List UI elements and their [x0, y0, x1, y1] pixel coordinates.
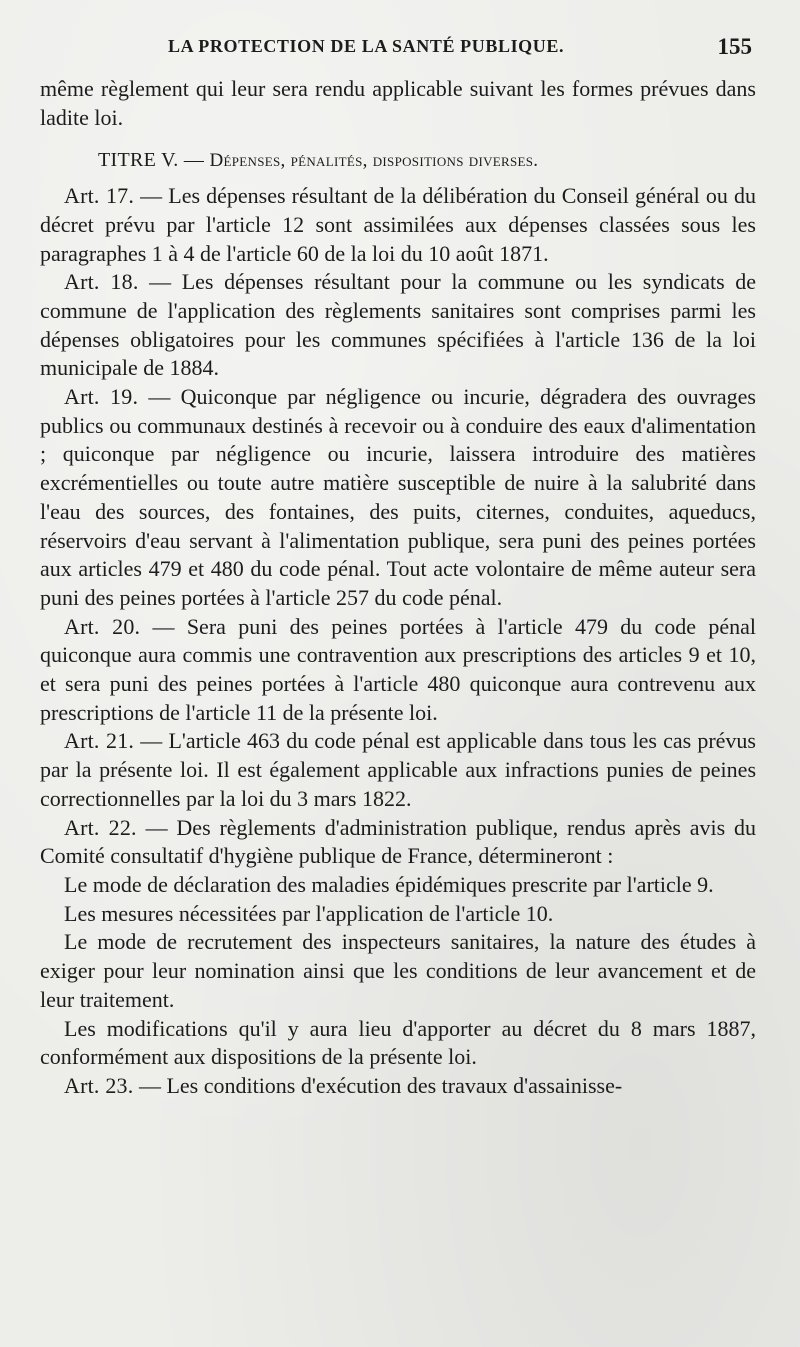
article-text: — Les dépenses résultant de la délibération du Conseil général ou du décret prévu par l'article 12 sont assimilées aux dépenses classées sous les paragraphes 1 à 4 de l'article 60 de la loi du 10 août 1871.: [40, 183, 756, 266]
article-text: — Sera puni des peines portées à l'article 479 du code pénal quiconque aura commis une contravention aux prescriptions des articles 9 et 10, et sera puni des peines portées à l'article 480 quiconque aura contrevenu aux prescriptions de l'article 11 de la présente loi.: [40, 613, 756, 725]
article-23: [40, 1072, 756, 1101]
article-18: [40, 268, 756, 383]
article-22-item: Les modifications qu'il y aura lieu d'apporter au décret du 8 mars 1887, conformément aux dispositions de la présente loi.: [40, 1015, 756, 1070]
article-20: [40, 613, 756, 728]
article-22-item: Le mode de recrutement des inspecteurs sanitaires, la nature des études à exiger pour leur nomination ainsi que les conditions de leur avancement et de leur traitement.: [40, 929, 756, 1012]
article-label: Art. 20.: [64, 613, 141, 639]
running-head: [40, 34, 752, 64]
running-title: LA PROTECTION DE LA SANTÉ PUBLIQUE.: [168, 36, 565, 56]
article-label: Art. 22.: [64, 814, 137, 840]
article-22-item: Le mode de déclaration des maladies épidémiques prescrite par l'article 9.: [64, 871, 714, 897]
article-text: — Des règlements d'administration publique, rendus après avis du Comité consultatif d'hygiène publique de France, détermineront :: [40, 814, 756, 869]
article-text: — Quiconque par négligence ou incurie, dégradera des ouvrages publics ou communaux destinés à recevoir ou à conduire des eaux d'alimentation ; quiconque par négligence ou incurie, laissera introduire des matières excrémentielles ou toute autre matière susceptible de nuire à la salubrité dans l'eau des sources, des fontaines, des puits, citernes, conduites, aqueducs, réservoirs d'eau servant à l'alimentation publique, sera puni des peines portées aux articles 479 et 480 du code pénal. Tout acte volontaire de même auteur sera puni des peines portées à l'article 257 du code pénal.: [40, 384, 756, 610]
article-text: — L'article 463 du code pénal est applicable dans tous les cas prévus par la présente loi. Il est également applicable aux infractions punies de peines correctionnelles par la loi du 3 mars 1822.: [40, 728, 756, 811]
article-17: [40, 182, 756, 268]
page-text: [40, 75, 756, 1101]
intro-paragraph: même règlement qui leur sera rendu applicable suivant les formes prévues dans ladite loi.: [40, 76, 756, 130]
article-text: — Les conditions d'exécution des travaux d'assainisse-: [133, 1072, 623, 1098]
article-22: [40, 814, 756, 871]
section-title-number: TITRE V. —: [98, 149, 210, 172]
article-label: Art. 21.: [64, 728, 135, 754]
article-21: [40, 727, 756, 813]
article-label: Art. 17.: [64, 183, 135, 209]
section-title: [40, 146, 756, 176]
article-label: Art. 19.: [64, 384, 139, 410]
article-label: Art. 23.: [64, 1072, 134, 1098]
article-label: Art. 18.: [64, 269, 139, 295]
page-number: 155: [717, 34, 752, 59]
article-19: [40, 383, 756, 613]
article-22-item: Les mesures nécessitées par l'application de l'article 10.: [64, 900, 554, 926]
article-text: — Les dépenses résultant pour la commune ou les syndicats de commune de l'application des règlements sanitaires sont comprises parmi les dépenses obligatoires pour les communes spécifiées à l'article 136 de la loi municipale de 1884.: [40, 269, 756, 381]
section-title-name: Dépenses, pénalités, dispositions diverses.: [209, 150, 539, 172]
